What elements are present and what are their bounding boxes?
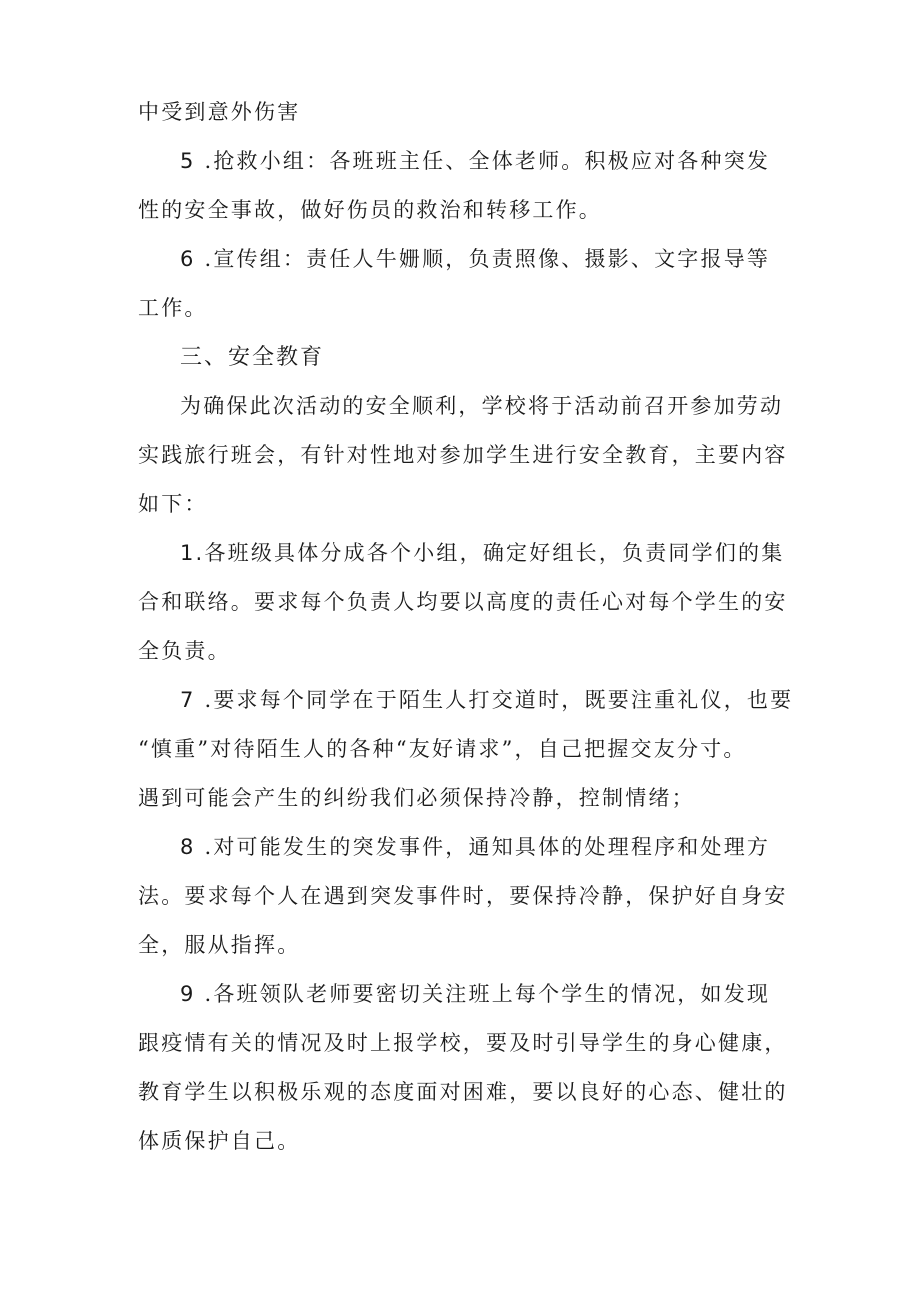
- text-line: 法。要求每个人在遇到突发事件时，要保持冷静，保护好自身安: [138, 884, 788, 908]
- list-item-9: [138, 970, 786, 1019]
- list-item-8: [138, 823, 786, 872]
- text-line: “慎重”对待陌生人的各种“友好请求”，自己把握交友分寸。: [138, 737, 747, 761]
- item-number: 8: [180, 835, 196, 859]
- text-line: 教育学生以积极乐观的态度面对困难，要以良好的心态、健壮的: [138, 1080, 788, 1104]
- text-line: 性的安全事故，做好伤员的救治和转移工作。: [138, 198, 602, 222]
- text-line: 各班级具体分成各个小组，确定好组长，负责同学们的集: [204, 541, 785, 565]
- item-number: 9: [180, 982, 196, 1006]
- text-line: 如下：: [138, 492, 208, 516]
- document-page: [138, 88, 794, 1166]
- text-line: 实践旅行班会，有针对性地对参加学生进行安全教育，主要内容: [138, 443, 788, 467]
- text-line: .对可能发生的突发事件，通知具体的处理程序和处理方: [195, 835, 771, 859]
- text-line: 合和联络。要求每个负责人均要以高度的责任心对每个学生的安: [138, 590, 788, 614]
- list-item-7: [138, 676, 794, 725]
- text-line: .宣传组：责任人牛姗顺，负责照像、摄影、文字报导等: [195, 247, 771, 271]
- text-line: 体质保护自己。: [138, 1129, 301, 1153]
- text-line: 全负责。: [138, 639, 231, 663]
- item-number: 5: [180, 149, 196, 173]
- text-line: .要求每个同学在于陌生人打交道时，既要注重礼仪，也要: [195, 688, 794, 712]
- text-line: 工作。: [138, 296, 208, 320]
- text-line: .抢救小组：各班班主任、全体老师。积极应对各种突发: [195, 149, 771, 173]
- section-heading: 三、安全教育: [180, 345, 325, 370]
- list-item-5: [138, 137, 786, 186]
- item-number: 1.: [180, 541, 205, 565]
- item-number: 6: [180, 247, 196, 271]
- text-line: 遇到可能会产生的纠纷我们必须保持冷静，控制情绪；: [138, 786, 695, 810]
- text-line: 跟疫情有关的情况及时上报学校，要及时引导学生的身心健康，: [138, 1031, 788, 1055]
- text-line: 为确保此次活动的安全顺利，学校将于活动前召开参加劳动: [180, 394, 784, 418]
- text-line: .各班领队老师要密切关注班上每个学生的情况，如发现: [195, 982, 771, 1006]
- text-line: 中受到意外伤害: [138, 100, 301, 124]
- text-line: 全，服从指挥。: [138, 933, 301, 957]
- item-number: 7: [180, 688, 196, 712]
- list-item-1: [138, 529, 786, 578]
- list-item-6: [138, 235, 786, 284]
